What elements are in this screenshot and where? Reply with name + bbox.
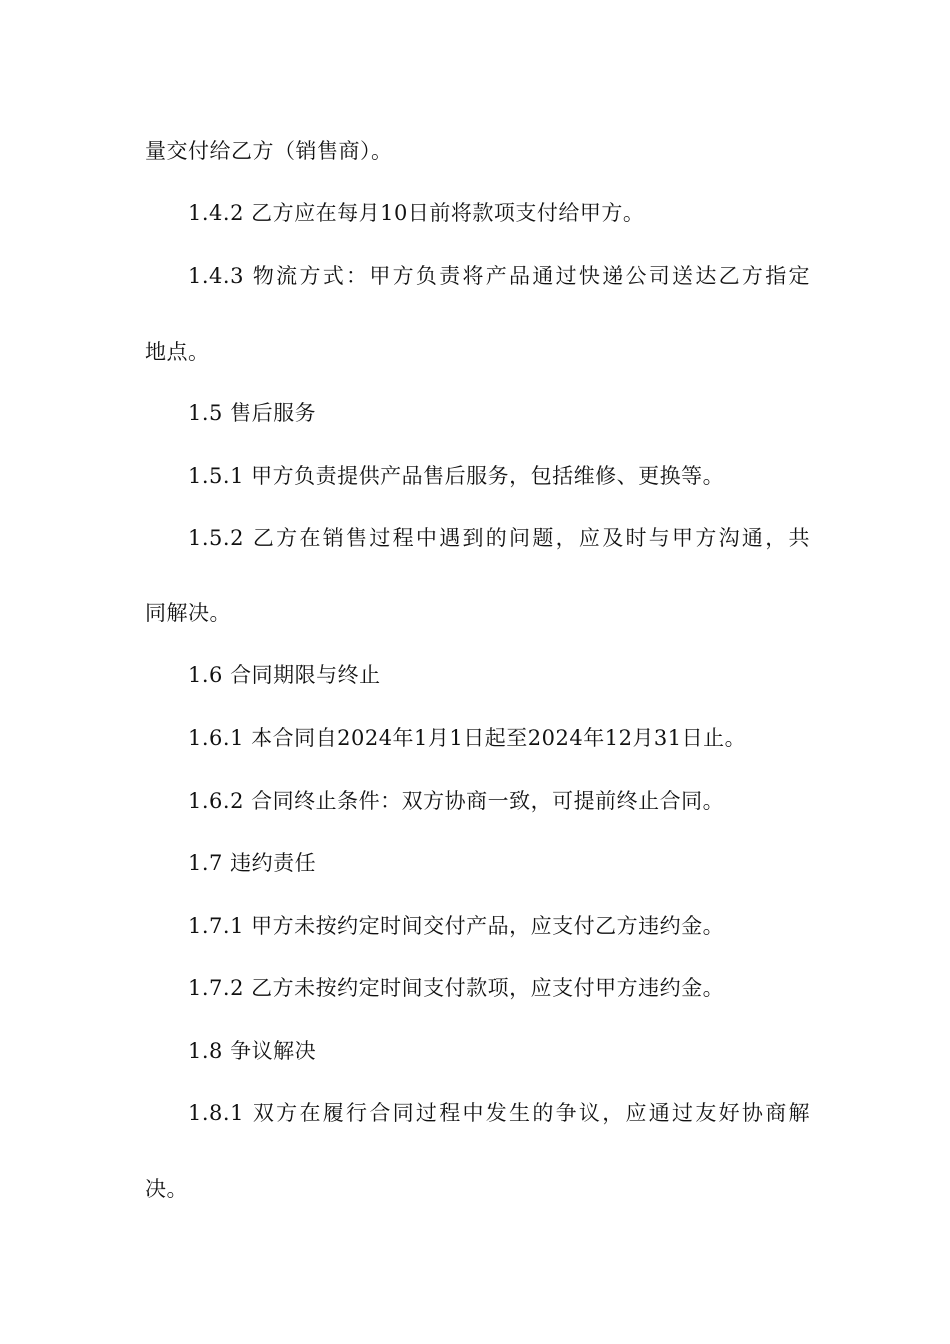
clause-1-8-1-continuation: 决。 bbox=[145, 1177, 188, 1201]
clause-1-4-3-continuation: 地点。 bbox=[145, 340, 210, 364]
clause-1-4-3: 1.4.3 物流方式：甲方负责将产品通过快递公司送达乙方指定 bbox=[188, 264, 810, 288]
clause-1-6-2: 1.6.2 合同终止条件：双方协商一致，可提前终止合同。 bbox=[188, 789, 725, 813]
section-1-8-heading: 1.8 争议解决 bbox=[188, 1039, 317, 1063]
section-1-6-heading: 1.6 合同期限与终止 bbox=[188, 663, 381, 687]
clause-1-4-2: 1.4.2 乙方应在每月10日前将款项支付给甲方。 bbox=[188, 201, 645, 225]
clause-1-7-2: 1.7.2 乙方未按约定时间支付款项，应支付甲方违约金。 bbox=[188, 976, 725, 1000]
clause-1-8-1: 1.8.1 双方在履行合同过程中发生的争议，应通过友好协商解 bbox=[188, 1101, 810, 1125]
clause-1-5-1: 1.5.1 甲方负责提供产品售后服务，包括维修、更换等。 bbox=[188, 464, 725, 488]
section-1-5-heading: 1.5 售后服务 bbox=[188, 401, 317, 425]
clause-1-7-1: 1.7.1 甲方未按约定时间交付产品，应支付乙方违约金。 bbox=[188, 914, 725, 938]
section-1-7-heading: 1.7 违约责任 bbox=[188, 851, 317, 875]
clause-1-5-2: 1.5.2 乙方在销售过程中遇到的问题，应及时与甲方沟通，共 bbox=[188, 526, 810, 550]
clause-1-6-1: 1.6.1 本合同自2024年1月1日起至2024年12月31日止。 bbox=[188, 726, 747, 750]
clause-1-5-2-continuation: 同解决。 bbox=[145, 601, 231, 625]
paragraph-continuation: 量交付给乙方（销售商）。 bbox=[145, 139, 393, 163]
